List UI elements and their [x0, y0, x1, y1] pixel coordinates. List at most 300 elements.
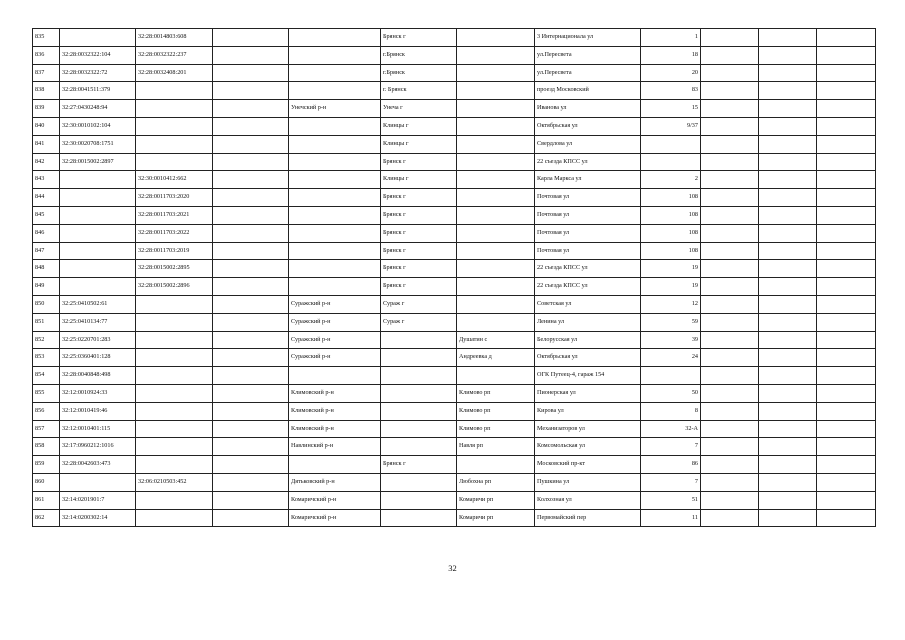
cell-settlement: Комаричи рп	[457, 509, 535, 527]
cell-row-number: 861	[33, 491, 60, 509]
cell-cadastral-number-building	[136, 491, 213, 509]
cell-settlement	[457, 153, 535, 171]
cell-row-number: 851	[33, 313, 60, 331]
cell-cadastral-number	[60, 260, 136, 278]
cell-extra-col-1	[701, 384, 759, 402]
cell-street: Почтовая ул	[535, 224, 641, 242]
cell-extra-field	[213, 278, 289, 296]
cell-extra-field	[213, 153, 289, 171]
cell-extra-field	[213, 295, 289, 313]
cell-row-number: 846	[33, 224, 60, 242]
cell-extra-col-1	[701, 367, 759, 385]
cell-city: Клинцы г	[381, 171, 457, 189]
cell-extra-col-2	[759, 349, 817, 367]
cell-street: ул.Пересвета	[535, 64, 641, 82]
cell-city: Брянск г	[381, 153, 457, 171]
cell-extra-col-3	[817, 153, 876, 171]
cell-settlement: Андреевка д	[457, 349, 535, 367]
cell-extra-col-3	[817, 509, 876, 527]
cell-house-number: 9/37	[641, 117, 701, 135]
cell-cadastral-number-building	[136, 295, 213, 313]
cell-extra-col-3	[817, 135, 876, 153]
cell-district	[289, 171, 381, 189]
cell-extra-col-1	[701, 260, 759, 278]
cell-extra-col-1	[701, 46, 759, 64]
cell-extra-col-1	[701, 135, 759, 153]
cell-street: Советская ул	[535, 295, 641, 313]
cell-cadastral-number-building: 32:28:0011703:2019	[136, 242, 213, 260]
cell-house-number: 12	[641, 295, 701, 313]
cell-street: Октябрьская ул	[535, 349, 641, 367]
cell-row-number: 843	[33, 171, 60, 189]
cell-house-number: 1	[641, 29, 701, 47]
cell-extra-col-3	[817, 29, 876, 47]
cell-extra-col-1	[701, 64, 759, 82]
cell-extra-col-1	[701, 29, 759, 47]
cell-settlement: Любохна рп	[457, 473, 535, 491]
cell-settlement: Климово рп	[457, 402, 535, 420]
cell-cadastral-number	[60, 29, 136, 47]
cell-street: Комсомольская ул	[535, 438, 641, 456]
cell-house-number: 7	[641, 473, 701, 491]
cell-extra-col-3	[817, 295, 876, 313]
cell-cadastral-number-building: 32:28:0015002:2896	[136, 278, 213, 296]
cell-extra-col-3	[817, 313, 876, 331]
table-row	[33, 64, 876, 82]
cell-city	[381, 473, 457, 491]
cell-settlement	[457, 295, 535, 313]
cell-settlement: Климово рп	[457, 420, 535, 438]
cell-cadastral-number: 32:12:0010924:33	[60, 384, 136, 402]
cell-cadastral-number	[60, 242, 136, 260]
cell-extra-field	[213, 64, 289, 82]
cell-row-number: 842	[33, 153, 60, 171]
cell-extra-col-2	[759, 438, 817, 456]
table-row	[33, 278, 876, 296]
cell-extra-col-2	[759, 242, 817, 260]
cell-cadastral-number	[60, 171, 136, 189]
cell-street: 22 съезда КПСС ул	[535, 278, 641, 296]
cell-street: Почтовая ул	[535, 189, 641, 207]
cell-house-number: 59	[641, 313, 701, 331]
cell-cadastral-number-building	[136, 384, 213, 402]
table-row	[33, 509, 876, 527]
cell-extra-col-1	[701, 171, 759, 189]
cell-extra-col-1	[701, 349, 759, 367]
cell-house-number: 20	[641, 64, 701, 82]
cell-cadastral-number	[60, 473, 136, 491]
cell-settlement	[457, 171, 535, 189]
cell-cadastral-number	[60, 206, 136, 224]
cell-house-number	[641, 367, 701, 385]
cell-district	[289, 242, 381, 260]
table-row	[33, 29, 876, 47]
cell-row-number: 848	[33, 260, 60, 278]
cell-extra-col-2	[759, 171, 817, 189]
cell-city: Брянск г	[381, 242, 457, 260]
cell-cadastral-number-building: 32:28:0011703:2020	[136, 189, 213, 207]
cell-extra-col-1	[701, 438, 759, 456]
cell-extra-col-1	[701, 420, 759, 438]
cell-settlement	[457, 278, 535, 296]
cell-city: Унеча г	[381, 100, 457, 118]
cell-extra-col-3	[817, 260, 876, 278]
cell-extra-col-1	[701, 402, 759, 420]
cell-extra-field	[213, 438, 289, 456]
table-row	[33, 153, 876, 171]
cell-extra-col-2	[759, 367, 817, 385]
table-row	[33, 331, 876, 349]
cell-district	[289, 117, 381, 135]
cell-city	[381, 420, 457, 438]
cell-extra-col-3	[817, 46, 876, 64]
cell-cadastral-number-building	[136, 135, 213, 153]
register-table	[32, 28, 876, 527]
cell-district: Климовский р-н	[289, 402, 381, 420]
cell-house-number: 32-А	[641, 420, 701, 438]
cell-extra-col-3	[817, 438, 876, 456]
cell-street: Иванова ул	[535, 100, 641, 118]
cell-extra-col-3	[817, 491, 876, 509]
cell-house-number	[641, 153, 701, 171]
cell-extra-field	[213, 491, 289, 509]
cell-settlement	[457, 135, 535, 153]
cell-cadastral-number: 32:28:0041511:379	[60, 82, 136, 100]
table-row	[33, 473, 876, 491]
cell-extra-col-3	[817, 420, 876, 438]
cell-extra-col-1	[701, 473, 759, 491]
cell-district	[289, 189, 381, 207]
cell-settlement	[457, 242, 535, 260]
cell-district	[289, 206, 381, 224]
cell-extra-col-3	[817, 349, 876, 367]
cell-settlement: Климово рп	[457, 384, 535, 402]
cell-extra-field	[213, 206, 289, 224]
cell-city	[381, 349, 457, 367]
cell-house-number: 86	[641, 456, 701, 474]
cell-extra-field	[213, 117, 289, 135]
table-row	[33, 100, 876, 118]
cell-cadastral-number-building: 32:28:0032322:237	[136, 46, 213, 64]
cell-extra-col-2	[759, 260, 817, 278]
cell-cadastral-number-building	[136, 349, 213, 367]
cell-street: Пушкина ул	[535, 473, 641, 491]
cell-house-number: 24	[641, 349, 701, 367]
cell-extra-col-2	[759, 295, 817, 313]
cell-row-number: 860	[33, 473, 60, 491]
cell-extra-col-3	[817, 367, 876, 385]
cell-cadastral-number: 32:30:0020708:1751	[60, 135, 136, 153]
cell-extra-col-1	[701, 117, 759, 135]
cell-extra-col-1	[701, 278, 759, 296]
cell-city: Сураж г	[381, 295, 457, 313]
cell-row-number: 847	[33, 242, 60, 260]
table-row	[33, 384, 876, 402]
cell-settlement	[457, 82, 535, 100]
cell-extra-col-2	[759, 29, 817, 47]
cell-district: Навлинский р-н	[289, 438, 381, 456]
cell-cadastral-number-building	[136, 367, 213, 385]
cell-cadastral-number: 32:14:0200302:14	[60, 509, 136, 527]
cell-extra-col-1	[701, 153, 759, 171]
cell-cadastral-number	[60, 224, 136, 242]
cell-extra-field	[213, 331, 289, 349]
cell-cadastral-number-building: 32:06:0210503:452	[136, 473, 213, 491]
cell-cadastral-number: 32:14:0201901:7	[60, 491, 136, 509]
cell-district	[289, 64, 381, 82]
cell-street: 22 съезда КПСС ул	[535, 260, 641, 278]
cell-extra-col-1	[701, 456, 759, 474]
cell-cadastral-number-building	[136, 100, 213, 118]
cell-cadastral-number-building: 32:28:0032408:201	[136, 64, 213, 82]
cell-cadastral-number-building	[136, 153, 213, 171]
cell-extra-field	[213, 189, 289, 207]
cell-cadastral-number-building	[136, 313, 213, 331]
cell-settlement: Навля рп	[457, 438, 535, 456]
register-table-body	[33, 29, 876, 527]
cell-city	[381, 331, 457, 349]
cell-extra-col-1	[701, 100, 759, 118]
cell-cadastral-number: 32:28:0032322:72	[60, 64, 136, 82]
cell-extra-col-3	[817, 331, 876, 349]
cell-extra-col-3	[817, 171, 876, 189]
cell-street: проезд Московский	[535, 82, 641, 100]
cell-extra-col-2	[759, 117, 817, 135]
cell-extra-col-1	[701, 509, 759, 527]
cell-street: Почтовая ул	[535, 206, 641, 224]
table-row	[33, 46, 876, 64]
cell-cadastral-number-building	[136, 331, 213, 349]
cell-settlement	[457, 260, 535, 278]
cell-extra-col-3	[817, 64, 876, 82]
cell-city: Брянск г	[381, 456, 457, 474]
cell-extra-col-2	[759, 384, 817, 402]
cell-city: Брянск г	[381, 260, 457, 278]
cell-row-number: 855	[33, 384, 60, 402]
cell-extra-col-3	[817, 224, 876, 242]
cell-cadastral-number-building	[136, 420, 213, 438]
cell-house-number: 19	[641, 260, 701, 278]
cell-settlement	[457, 313, 535, 331]
cell-district	[289, 260, 381, 278]
cell-settlement	[457, 29, 535, 47]
cell-row-number: 853	[33, 349, 60, 367]
cell-extra-col-2	[759, 278, 817, 296]
cell-extra-col-2	[759, 491, 817, 509]
cell-extra-col-2	[759, 224, 817, 242]
cell-extra-col-2	[759, 313, 817, 331]
cell-settlement	[457, 189, 535, 207]
cell-extra-col-1	[701, 295, 759, 313]
cell-cadastral-number: 32:27:0430248:94	[60, 100, 136, 118]
cell-street: Первомайский пер	[535, 509, 641, 527]
table-row	[33, 456, 876, 474]
cell-row-number: 862	[33, 509, 60, 527]
cell-extra-col-3	[817, 117, 876, 135]
cell-house-number: 108	[641, 206, 701, 224]
cell-district: Суражский р-н	[289, 349, 381, 367]
cell-extra-field	[213, 420, 289, 438]
table-row	[33, 313, 876, 331]
cell-house-number: 11	[641, 509, 701, 527]
table-row	[33, 135, 876, 153]
cell-extra-field	[213, 367, 289, 385]
cell-house-number: 108	[641, 242, 701, 260]
cell-cadastral-number: 32:17:0960212:1016	[60, 438, 136, 456]
cell-street: ОГК Путеец-4, гараж 154	[535, 367, 641, 385]
cell-row-number: 859	[33, 456, 60, 474]
cell-extra-col-3	[817, 206, 876, 224]
cell-extra-field	[213, 402, 289, 420]
cell-street: Кирова ул	[535, 402, 641, 420]
cell-cadastral-number: 32:12:0010401:115	[60, 420, 136, 438]
table-row	[33, 206, 876, 224]
cell-extra-col-3	[817, 189, 876, 207]
cell-extra-col-2	[759, 402, 817, 420]
cell-district: Климовский р-н	[289, 420, 381, 438]
cell-extra-col-3	[817, 402, 876, 420]
cell-extra-col-1	[701, 206, 759, 224]
cell-district	[289, 29, 381, 47]
table-row	[33, 491, 876, 509]
cell-extra-col-2	[759, 331, 817, 349]
cell-district: Комаричский р-н	[289, 491, 381, 509]
cell-extra-field	[213, 456, 289, 474]
cell-city	[381, 367, 457, 385]
cell-cadastral-number-building: 32:28:0011703:2021	[136, 206, 213, 224]
cell-extra-col-2	[759, 46, 817, 64]
cell-extra-col-2	[759, 206, 817, 224]
cell-extra-field	[213, 349, 289, 367]
cell-district	[289, 278, 381, 296]
cell-street: Колхозная ул	[535, 491, 641, 509]
cell-district	[289, 135, 381, 153]
cell-city: Брянск г	[381, 206, 457, 224]
cell-extra-col-3	[817, 473, 876, 491]
table-row	[33, 224, 876, 242]
cell-street: Свердлова ул	[535, 135, 641, 153]
cell-settlement	[457, 206, 535, 224]
cell-extra-field	[213, 473, 289, 491]
cell-settlement: Душатин с	[457, 331, 535, 349]
cell-city: г.Брянск	[381, 46, 457, 64]
cell-extra-col-1	[701, 331, 759, 349]
cell-cadastral-number: 32:25:0410502:61	[60, 295, 136, 313]
cell-district	[289, 367, 381, 385]
table-row	[33, 420, 876, 438]
cell-row-number: 835	[33, 29, 60, 47]
cell-extra-col-2	[759, 100, 817, 118]
cell-cadastral-number: 32:30:0010102:104	[60, 117, 136, 135]
cell-street: Московский пр-кт	[535, 456, 641, 474]
cell-extra-field	[213, 82, 289, 100]
cell-city: Клинцы г	[381, 135, 457, 153]
cell-house-number: 15	[641, 100, 701, 118]
page-number: 32	[448, 563, 457, 573]
cell-street: 22 съезда КПСС ул	[535, 153, 641, 171]
cell-cadastral-number-building	[136, 402, 213, 420]
cell-cadastral-number-building	[136, 438, 213, 456]
cell-cadastral-number-building	[136, 82, 213, 100]
cell-house-number: 18	[641, 46, 701, 64]
cell-row-number: 836	[33, 46, 60, 64]
cell-extra-field	[213, 242, 289, 260]
cell-extra-field	[213, 313, 289, 331]
cell-extra-col-2	[759, 189, 817, 207]
cell-row-number: 844	[33, 189, 60, 207]
cell-house-number	[641, 135, 701, 153]
cell-extra-field	[213, 135, 289, 153]
table-row	[33, 242, 876, 260]
cell-settlement	[457, 100, 535, 118]
cell-extra-col-2	[759, 420, 817, 438]
cell-cadastral-number: 32:28:0015002:2897	[60, 153, 136, 171]
cell-extra-col-3	[817, 278, 876, 296]
cell-extra-col-1	[701, 224, 759, 242]
cell-extra-field	[213, 171, 289, 189]
cell-house-number: 39	[641, 331, 701, 349]
cell-extra-col-3	[817, 384, 876, 402]
cell-cadastral-number: 32:28:0032322:104	[60, 46, 136, 64]
cell-extra-col-2	[759, 509, 817, 527]
cell-extra-field	[213, 224, 289, 242]
table-row	[33, 402, 876, 420]
cell-city	[381, 438, 457, 456]
cell-street: Октябрьская ул	[535, 117, 641, 135]
cell-row-number: 839	[33, 100, 60, 118]
table-row	[33, 295, 876, 313]
table-row	[33, 82, 876, 100]
cell-extra-col-2	[759, 64, 817, 82]
cell-cadastral-number: 32:28:0042603:473	[60, 456, 136, 474]
cell-settlement	[457, 224, 535, 242]
cell-district	[289, 46, 381, 64]
cell-cadastral-number-building	[136, 509, 213, 527]
cell-extra-col-1	[701, 189, 759, 207]
cell-city: Брянск г	[381, 278, 457, 296]
cell-extra-col-3	[817, 456, 876, 474]
cell-house-number: 108	[641, 224, 701, 242]
cell-cadastral-number	[60, 278, 136, 296]
cell-district: Климовский р-н	[289, 384, 381, 402]
cell-settlement	[457, 46, 535, 64]
cell-extra-col-1	[701, 313, 759, 331]
cell-street: ул.Пересвета	[535, 46, 641, 64]
cell-house-number: 50	[641, 384, 701, 402]
cell-street: Карла Маркса ул	[535, 171, 641, 189]
cell-district: Суражский р-н	[289, 295, 381, 313]
cell-cadastral-number: 32:25:0360401:128	[60, 349, 136, 367]
cell-row-number: 837	[33, 64, 60, 82]
cell-city	[381, 509, 457, 527]
cell-cadastral-number: 32:25:0220701:283	[60, 331, 136, 349]
cell-row-number: 856	[33, 402, 60, 420]
cell-row-number: 850	[33, 295, 60, 313]
cell-extra-field	[213, 260, 289, 278]
cell-extra-col-2	[759, 456, 817, 474]
cell-district: Комаричский р-н	[289, 509, 381, 527]
cell-extra-field	[213, 46, 289, 64]
cell-house-number: 19	[641, 278, 701, 296]
cell-city: Брянск г	[381, 29, 457, 47]
cell-district: Дятьковский р-н	[289, 473, 381, 491]
cell-street: 3 Интернационала ул	[535, 29, 641, 47]
cell-city	[381, 402, 457, 420]
cell-extra-col-2	[759, 135, 817, 153]
cell-district: Унечский р-н	[289, 100, 381, 118]
cell-extra-col-1	[701, 82, 759, 100]
cell-settlement	[457, 117, 535, 135]
